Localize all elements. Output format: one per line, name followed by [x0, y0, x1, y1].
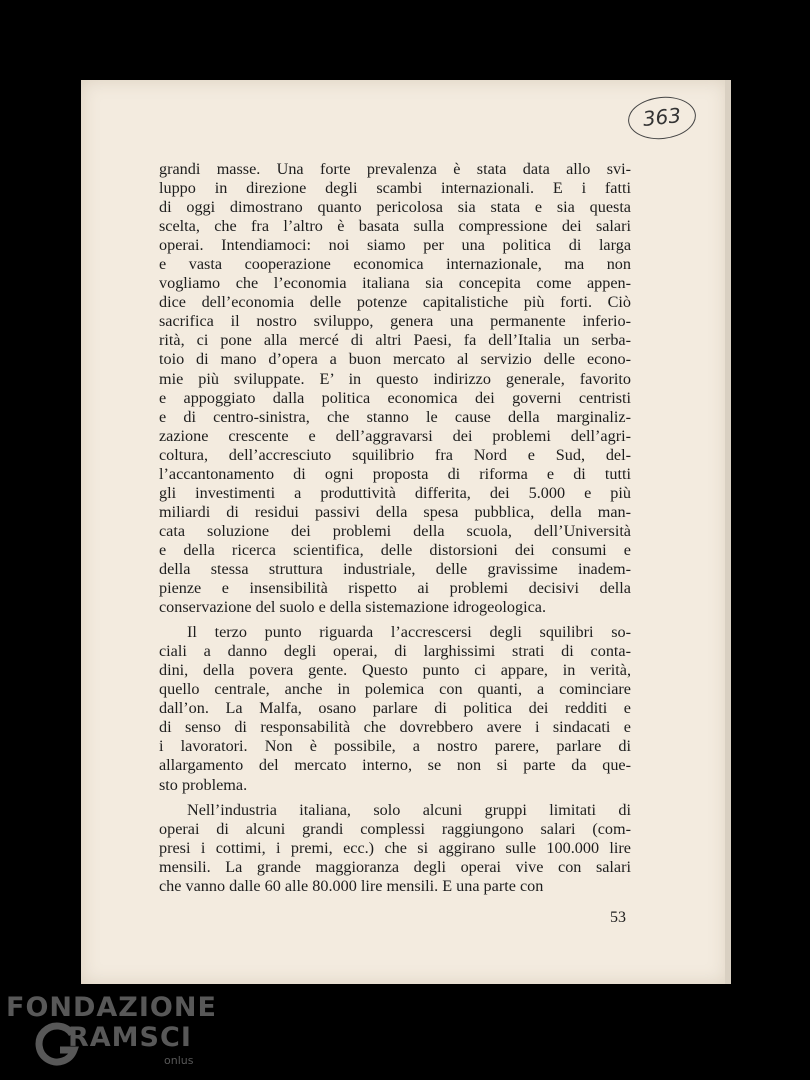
body-text: [159, 160, 631, 896]
page-edge: [725, 80, 731, 984]
text-line: pienze e insensibilità rispetto ai problemi decisivi della: [159, 579, 631, 598]
text-line: sacrifica il nostro sviluppo, genera una permanente inferio-: [159, 312, 631, 331]
text-line: mensili. La grande maggioranza degli operai vive con salari: [159, 857, 631, 876]
text-line: dini, della povera gente. Questo punto ci appare, in verità,: [159, 661, 631, 680]
text-line: i lavoratori. Non è possibile, a nostro parere, parlare di: [159, 737, 631, 756]
text-line: e vasta cooperazione economica internazionale, ma non: [159, 255, 631, 274]
text-line: operai di alcuni grandi complessi raggiungono salari (com-: [159, 819, 631, 838]
text-line: di oggi dimostrano quanto pericolosa sia stata e sia questa: [159, 198, 631, 217]
text-line: allargamento del mercato interno, se non si parte da que-: [159, 756, 631, 775]
text-line: Il terzo punto riguarda l’accrescersi degli squilibri so-: [187, 623, 631, 642]
text-line: mie più sviluppate. E’ in questo indirizzo generale, favorito: [159, 369, 631, 388]
text-line: sto problema.: [159, 775, 248, 794]
text-line: grandi masse. Una forte prevalenza è stata data allo svi-: [159, 160, 631, 178]
text-line: gli investimenti a produttività differita, dei 5.000 e più: [159, 483, 631, 502]
paragraph: [159, 623, 631, 794]
text-line: zazione crescente e dell’aggravarsi dei problemi dell’agri-: [159, 426, 631, 445]
text-line: l’accantonamento di ogni proposta di riforma e di tutti: [159, 464, 631, 483]
text-line: cata soluzione dei problemi della scuola, dell’Università: [159, 521, 631, 540]
text-line: di senso di responsabilità che dovrebbero avere i sindacati e: [159, 718, 631, 737]
text-line: dall’on. La Malfa, osano parlare di politica dei redditi e: [159, 699, 631, 718]
text-line: e della ricerca scientifica, delle distorsioni dei consumi e: [159, 540, 631, 559]
text-line: vogliamo che l’economia italiana sia concepita come appen-: [159, 274, 631, 293]
text-line: Nell’industria italiana, solo alcuni gruppi limitati di: [187, 800, 631, 819]
fondazione-gramsci-logo: [6, 992, 217, 1072]
text-line: rità, ci pone alla mercé di altri Paesi, fa dell’Italia un serba-: [159, 331, 631, 350]
logo-text-line2: RAMSCI: [68, 1022, 192, 1053]
paragraph: [159, 801, 631, 896]
text-line: presi i cottimi, i premi, ecc.) che si aggirano sulle 100.000 lire: [159, 838, 631, 857]
text-line: toio di mano d’opera a buon mercato al servizio delle econo-: [159, 350, 631, 369]
logo-subtext: onlus: [164, 1054, 194, 1067]
text-line: miliardi di residui passivi della spesa pubblica, della man-: [159, 502, 631, 521]
text-line: operai. Intendiamoci: noi siamo per una politica di larga: [159, 236, 631, 255]
text-line: della stessa struttura industriale, delle gravissime inadem-: [159, 559, 631, 578]
logo-text-line1: FONDAZIONE: [6, 992, 217, 1023]
text-line: e appoggiato dalla politica economica dei governi centristi: [159, 388, 631, 407]
text-line: luppo in direzione degli scambi internazionali. E i fatti: [159, 179, 631, 198]
text-line: conservazione del suolo e della sistemazione idrogeologica.: [159, 598, 547, 617]
text-line: coltura, dell’accresciuto squilibrio fra Nord e Sud, del-: [159, 445, 631, 464]
text-line: scelta, che fra l’altro è basata sulla compressione dei salari: [159, 217, 631, 236]
paragraph: [159, 160, 631, 617]
text-line: che vanno dalle 60 alle 80.000 lire mensili. E una parte con: [159, 876, 544, 895]
page-number: 53: [610, 909, 626, 926]
archive-stamp-number: 363: [641, 103, 683, 131]
text-line: ciali a danno degli operai, di larghissimi strati di conta-: [159, 642, 631, 661]
text-line: e di centro-sinistra, che stanno le cause della marginaliz-: [159, 407, 631, 426]
text-line: quello centrale, anche in polemica con quanti, a cominciare: [159, 680, 631, 699]
text-line: dice dell’economia delle potenze capitalistiche più forti. Ciò: [159, 293, 631, 312]
